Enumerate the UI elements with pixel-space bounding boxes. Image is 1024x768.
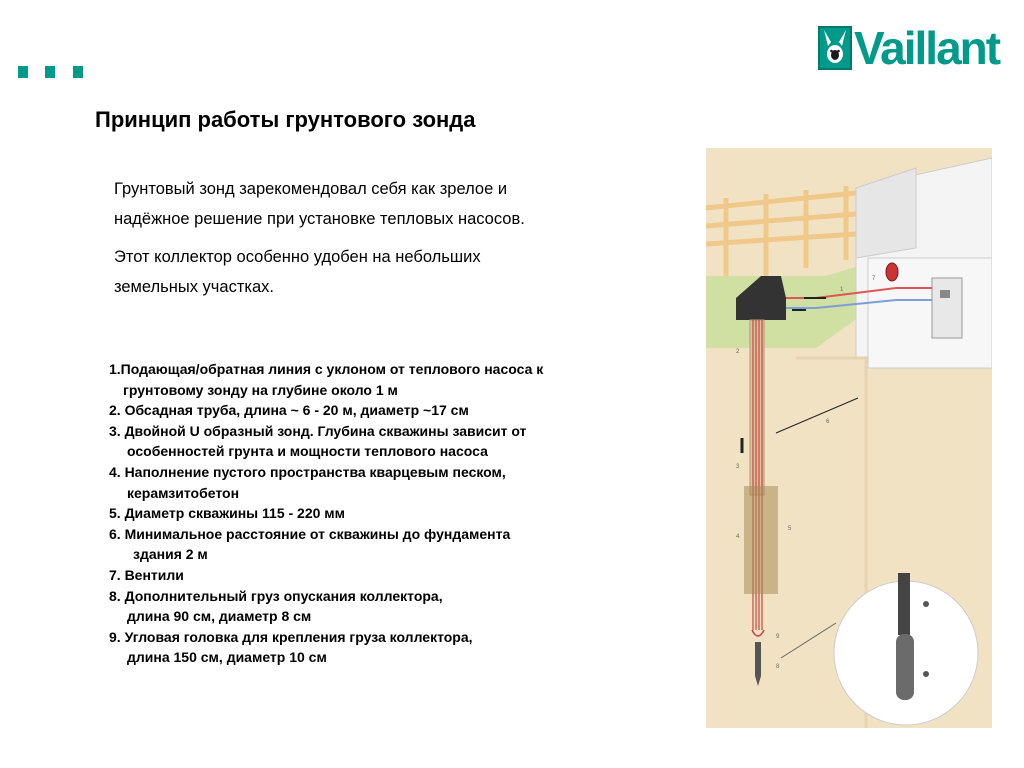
list-item: 8. Дополнительный груз опускания коллектора, [109, 587, 443, 604]
list-item: особенностей грунта и мощности теплового насоса [127, 443, 488, 460]
detail-bolt [923, 671, 929, 677]
vaillant-logo [818, 22, 1000, 74]
hare-logo-icon [818, 26, 852, 70]
list-item: керамзитобетон [127, 484, 240, 501]
label-3: 3 [736, 464, 740, 470]
dot [18, 66, 28, 78]
heat-pump-panel [940, 290, 950, 298]
label-8: 8 [776, 664, 780, 670]
list-item: 9. Угловая головка для крепления груза коллектора, [109, 628, 473, 645]
dot [45, 66, 55, 78]
list-item: длина 150 см, диаметр 10 см [127, 649, 327, 666]
detail-weight [896, 634, 914, 700]
list-item: 2. Обсадная труба, длина ~ 6 - 20 м, диаметр ~17 см [109, 402, 469, 419]
list-item: здания 2 м [133, 546, 208, 563]
intro-paragraph-2 [114, 242, 674, 302]
list-item: 6. Минимальное расстояние от скважины до фундамента [109, 525, 511, 542]
list-item: 1.Подающая/обратная линия с уклоном от теплового насоса к [109, 361, 544, 377]
intro-line: Грунтовый зонд зарекомендовал себя как зрелое и [114, 180, 508, 198]
intro-text [114, 174, 674, 310]
label-7: 7 [872, 276, 876, 282]
intro-line: Этот коллектор особенно удобен на небольших [114, 248, 481, 266]
intro-line: надёжное решение при установке тепловых насосов. [114, 210, 525, 228]
detail-bolt [923, 601, 929, 607]
label-2: 2 [736, 349, 740, 355]
component-list [109, 359, 669, 668]
label-4: 4 [736, 534, 740, 540]
logo-wordmark: Vaillant [854, 22, 1000, 74]
list-item: 4. Наполнение пустого пространства кварцевым песком, [109, 463, 506, 480]
label-9: 9 [776, 634, 780, 640]
list-item: 5. Диаметр скважины 115 - 220 мм [109, 505, 346, 522]
weight [755, 642, 761, 676]
list-item: 3. Двойной U образный зонд. Глубина скважины зависит от [109, 422, 527, 439]
label-1: 1 [840, 287, 844, 293]
expansion-vessel [886, 263, 898, 281]
intro-line: земельных участках. [114, 278, 274, 296]
heat-pump [932, 278, 962, 338]
page-title: Принцип работы грунтового зонда [95, 107, 476, 132]
label-5: 5 [788, 526, 792, 532]
intro-paragraph-1 [114, 174, 674, 234]
list-item: длина 90 см, диаметр 8 см [127, 608, 312, 625]
dot [73, 66, 83, 78]
list-item: грунтовому зонду на глубине около 1 м [123, 381, 398, 398]
detail-pipe [898, 573, 910, 635]
ground-probe-illustration [706, 148, 992, 728]
backfill-segment [744, 486, 778, 594]
list-item: 7. Вентили [109, 566, 184, 583]
label-6: 6 [826, 419, 830, 425]
